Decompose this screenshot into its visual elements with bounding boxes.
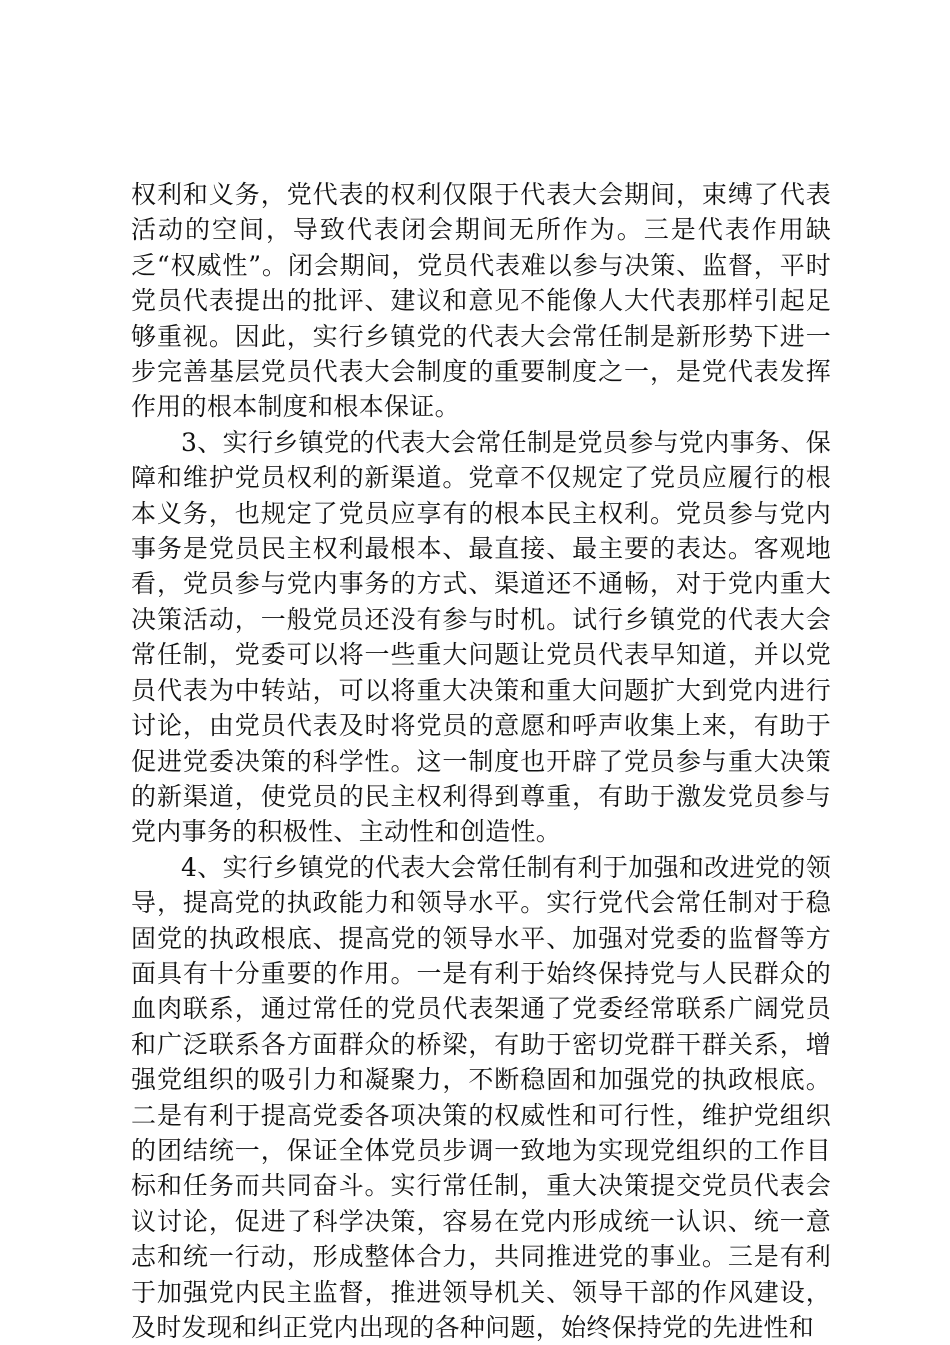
- document-body: [131, 177, 831, 1345]
- paragraph-continuation: 权利和义务，党代表的权利仅限于代表大会期间，束缚了代表活动的空间，导致代表闭会期间无所作为。三是代表作用缺乏“权威性”。闭会期间，党员代表难以参与决策、监督，平时党员代表提出的批评、建议和意见不能像人大代表那样引起足够重视。因此，实行乡镇党的代表大会常任制是新形势下进一步完善基层党员代表大会制度的重要制度之一，是党代表发挥作用的根本制度和根本保证。: [131, 180, 831, 422]
- paragraph-point-4: 4、实行乡镇党的代表大会常任制有利于加强和改进党的领导，提高党的执政能力和领导水平。实行党代会常任制对于稳固党的执政根底、提高党的领导水平、加强对党委的监督等方面具有十分重要的作用。一是有利于始终保持党与人民群众的血肉联系，通过常任的党员代表架通了党委经常联系广阔党员和广泛联系各方面群众的桥梁，有助于密切党群干群关系，增强党组织的吸引力和凝聚力，不断稳固和加强党的执政根底。二是有利于提高党委各项决策的权威性和可行性，维护党组织的团结统一，保证全体党员步调一致地为实现党组织的工作目标和任务而共同奋斗。实行常任制，重大决策提交党员代表会议讨论，促进了科学决策，容易在党内形成统一认识、统一意志和统一行动，形成整体合力，共同推进党的事业。三是有利于加强党内民主监督，推进领导机关、领导干部的作风建设，及时发现和纠正党内出现的各种问题，始终保持党的先进性和: [131, 852, 831, 1342]
- paragraph-point-3: 3、实行乡镇党的代表大会常任制是党员参与党内事务、保障和维护党员权利的新渠道。党章不仅规定了党员应履行的根本义务，也规定了党员应享有的根本民主权利。党员参与党内事务是党员民主权利最根本、最直接、最主要的表达。客观地看，党员参与党内事务的方式、渠道还不通畅，对于党内重大决策活动，一般党员还没有参与时机。试行乡镇党的代表大会常任制，党委可以将一些重大问题让党员代表早知道，并以党员代表为中转站，可以将重大决策和重大问题扩大到党内进行讨论，由党员代表及时将党员的意愿和呼声收集上来，有助于促进党委决策的科学性。这一制度也开辟了党员参与重大决策的新渠道，使党员的民主权利得到尊重，有助于激发党员参与党内事务的积极性、主动性和创造性。: [131, 427, 831, 847]
